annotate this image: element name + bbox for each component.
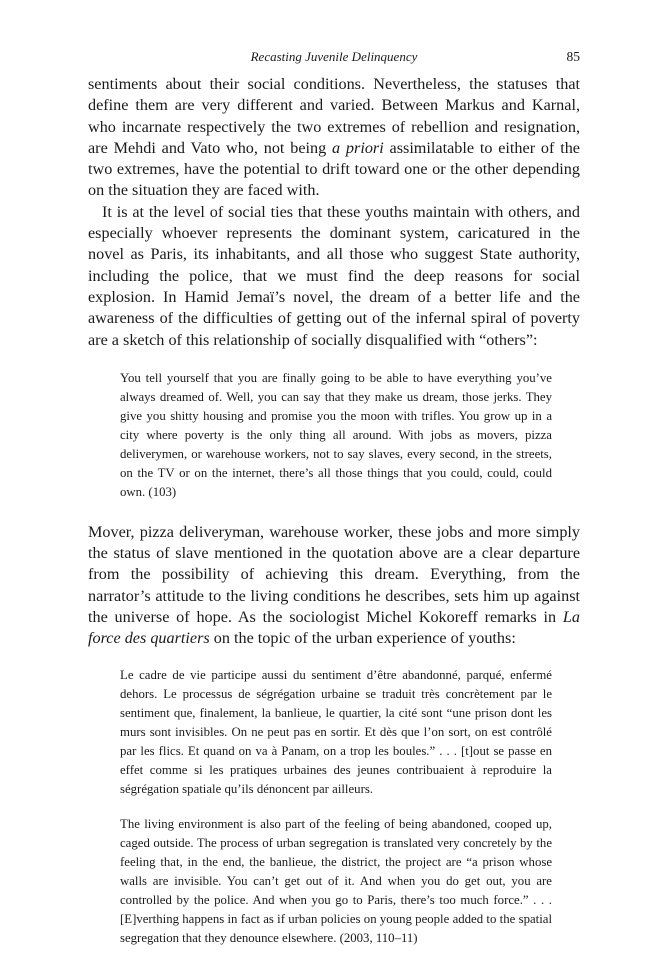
paragraph-3-text: Mover, pizza deliveryman, warehouse worker, these jobs and more simply the status of slave mentioned in the quotation above are a clear departure from the possibility of achieving this dream. Everything, from the narrator’s attitude to the living conditions he describes, sets him up against the universe of hope. As the sociologist Michel Kokoreff remarks in (88, 522, 580, 627)
paragraph-1 (88, 74, 580, 202)
paragraph-3 (88, 522, 580, 650)
paragraph-1-end: assimilatable to either of the two extremes, have the potential to drift toward one or the other depending on the situation they are faced with. (88, 138, 580, 200)
page (88, 46, 580, 948)
block-quote-french: Le cadre de vie participe aussi du sentiment d’être abandonné, parqué, enfermé dehors. Le processus de ségrégation urbaine se traduit très concrètement par le sentiment que, finalement, la banlieue, le quartier, la cité sont “une prison dont les murs sont invisibles. On ne peut pas en sortir. Et dès que l’on sort, on est contrôlé par les flics. Et quand on va à Panam, on a trop les boules.” . . . [t]out se passe en effet comme si les pratiques urbaines des jeunes contribuaient à reproduire la ségrégation spatiale qu’ils dénoncent par ailleurs. (120, 667, 552, 796)
running-head (88, 46, 580, 68)
paragraph-2: It is at the level of social ties that these youths maintain with others, and especially whoever represents the dominant system, caricatured in the novel as Paris, its inhabitants, and all those who suggest State authority, including the police, that we must find the deep reasons for social explosion. In Hamid Jemaï’s novel, the dream of a better life and the awareness of the difficulties of getting out of the infernal spiral of poverty are a sketch of this relationship of socially disqualified with “others”: (88, 202, 580, 349)
paragraph-3-italic: La force des quartiers (88, 608, 580, 648)
page-number: 85 (566, 49, 580, 64)
block-quote-english: The living environment is also part of the feeling of being abandoned, cooped up, caged outside. The process of urban segregation is translated very concretely by the feeling that, in the end, the banlieue, the district, the project are “a prison whose walls are invisible. You can’t get out of it. And when you do get out, you are controlled by the police. And when you go to Paris, there’s too much force.” . . . [E]verthing happens in fact as if urban policies on young people added to the spatial segregation that they denounce elsewhere. (2003, 110–11) (120, 816, 552, 945)
running-title: Recasting Juvenile Delinquency (250, 49, 418, 64)
paragraph-3-end: on the topic of the urban experience of youths: (209, 629, 516, 648)
paragraph-1-text: sentiments about their social conditions. Nevertheless, the statuses that define them are very different and varied. Between Markus and Karnal, who incarnate respectively the two extremes of rebellion and resignation, are Mehdi and Vato who, not being (88, 75, 580, 157)
block-quote-1: You tell yourself that you are finally going to be able to have everything you’ve always dreamed of. Well, you can say that they make us dream, those jerks. They give you shitty housing and promise you the moon with trifles. You grow up in a city where poverty is the only thing all around. With jobs as movers, pizza deliverymen, or warehouse workers, not to say slaves, every second, in the streets, on the TV or on the internet, there’s all those things that you could, could, could own. (103) (120, 370, 552, 499)
paragraph-1-italic: a priori (332, 138, 384, 157)
